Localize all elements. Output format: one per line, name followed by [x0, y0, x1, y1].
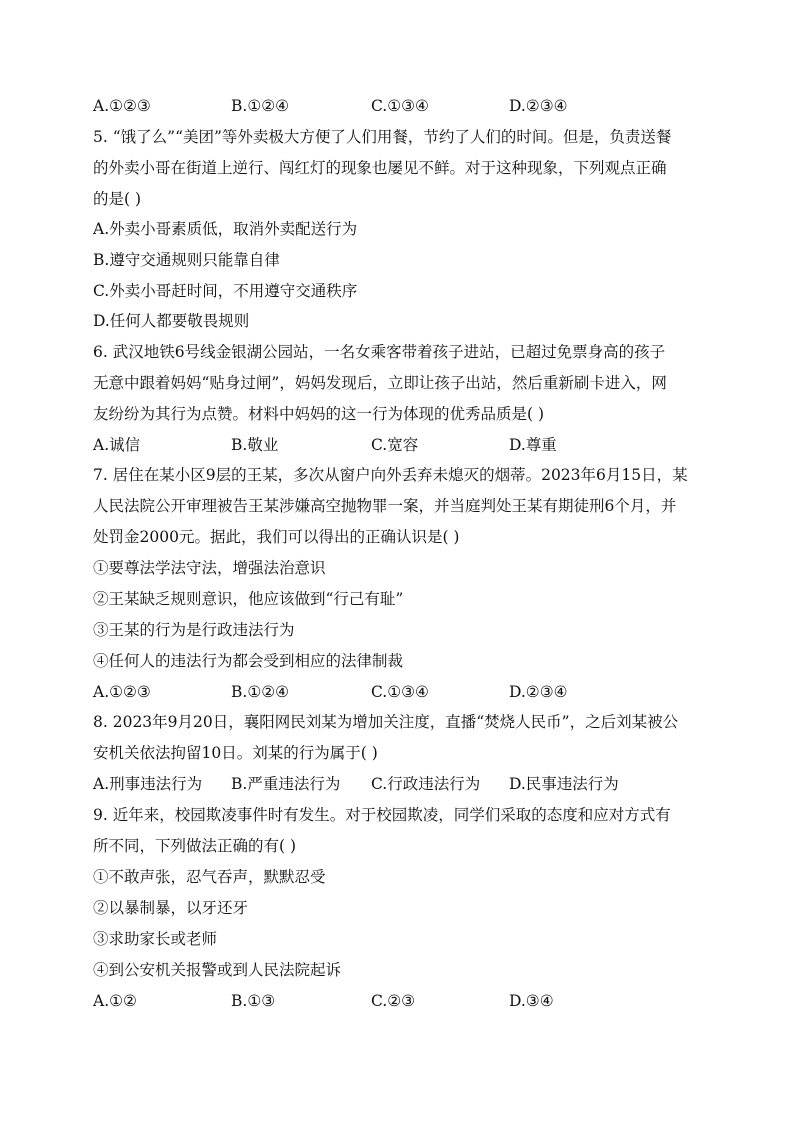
q8-stem-line-2: 安机关依法拘留10日。刘某的行为属于( ) — [93, 744, 378, 762]
q8-stem-line-1: 8. 2023年9月20日，襄阳网民刘某为增加关注度，直播“焚烧人民币”，之后刘某被公 — [93, 713, 679, 731]
q5-option-b: B.遵守交通规则只能靠自律 — [93, 251, 280, 269]
q6-stem-line-1: 6. 武汉地铁6号线金银湖公园站，一名女乘客带着孩子进站，已超过免票身高的孩子 — [93, 343, 666, 361]
q4-option-c: C.①③④ — [371, 97, 429, 115]
q5-stem-line-2: 的外卖小哥在街道上逆行、闯红灯的现象也屡见不鲜。对于这种现象，下列观点正确 — [93, 159, 667, 177]
q6-options — [93, 435, 713, 455]
q7-option-d: D.②③④ — [509, 683, 568, 701]
q9-statement-3: ③求助家长或老师 — [93, 930, 218, 948]
q9-option-b: B.①③ — [231, 992, 276, 1010]
q7-stem-line-1: 7. 居住在某小区9层的王某，多次从窗户向外丢弃未熄灭的烟蒂。2023年6月15日，某 — [93, 466, 688, 484]
q9-stem-line-1: 9. 近年来，校园欺凌事件时有发生。对于校园欺凌，同学们采取的态度和应对方式有 — [93, 806, 671, 824]
q9-option-d: D.③④ — [509, 992, 554, 1010]
q7-option-a: A.①②③ — [93, 683, 151, 701]
q5-option-d: D.任何人都要敬畏规则 — [93, 312, 250, 330]
q4-option-d: D.②③④ — [509, 97, 568, 115]
q9-statement-2: ②以暴制暴，以牙还牙 — [93, 899, 249, 917]
q9-statement-4: ④到公安机关报警或到人民法院起诉 — [93, 961, 342, 979]
q6-stem-line-3: 友纷纷为其行为点赞。材料中妈妈的这一行为体现的优秀品质是( ) — [93, 405, 545, 423]
q7-stem-line-3: 处罚金2000元。据此，我们可以得出的正确认识是( ) — [93, 528, 460, 546]
q4-option-b: B.①②④ — [231, 97, 290, 115]
q7-statement-3: ③王某的行为是行政违法行为 — [93, 621, 295, 639]
q7-statement-4: ④任何人的违法行为都会受到相应的法律制裁 — [93, 652, 404, 670]
q9-statement-1: ①不敢声张，忍气吞声，默默忍受 — [93, 868, 326, 886]
q5-option-c: C.外卖小哥赶时间，不用遵守交通秩序 — [93, 282, 358, 300]
q8-option-d: D.民事违法行为 — [509, 775, 619, 793]
q9-option-a: A.①② — [93, 992, 137, 1010]
q8-option-b: B.严重违法行为 — [231, 775, 341, 793]
q7-statement-2: ②王某缺乏规则意识，他应该做到“行己有耻” — [93, 590, 404, 608]
q5-stem-line-3: 的是( ) — [93, 190, 142, 208]
q4-option-a: A.①②③ — [93, 97, 151, 115]
q7-options — [93, 682, 713, 702]
q5-stem-line-1: 5. “饿了么”“美团”等外卖极大方便了人们用餐，节约了人们的时间。但是，负责送餐 — [93, 128, 672, 146]
q6-stem-line-2: 无意中跟着妈妈“贴身过闸”，妈妈发现后，立即让孩子出站，然后重新刷卡进入，网 — [93, 374, 667, 392]
q9-option-c: C.②③ — [371, 992, 416, 1010]
q6-option-a: A.诚信 — [93, 436, 141, 454]
q6-option-b: B.敬业 — [231, 436, 279, 454]
q8-option-a: A.刑事违法行为 — [93, 775, 203, 793]
q6-option-c: C.宽容 — [371, 436, 419, 454]
q7-stem-line-2: 人民法院公开审理被告王某涉嫌高空抛物罪一案，并当庭判处王某有期徒刑6个月，并 — [93, 497, 677, 515]
q7-option-c: C.①③④ — [371, 683, 429, 701]
q7-statement-1: ①要尊法学法守法，增强法治意识 — [93, 559, 326, 577]
q9-options — [93, 991, 713, 1011]
q7-option-b: B.①②④ — [231, 683, 290, 701]
q9-stem-line-2: 所不同，下列做法正确的有( ) — [93, 837, 297, 855]
q6-option-d: D.尊重 — [509, 436, 557, 454]
q8-option-c: C.行政违法行为 — [371, 775, 481, 793]
q5-option-a: A.外卖小哥素质低，取消外卖配送行为 — [93, 220, 358, 238]
q4-options — [93, 96, 713, 116]
q8-options — [93, 774, 713, 794]
